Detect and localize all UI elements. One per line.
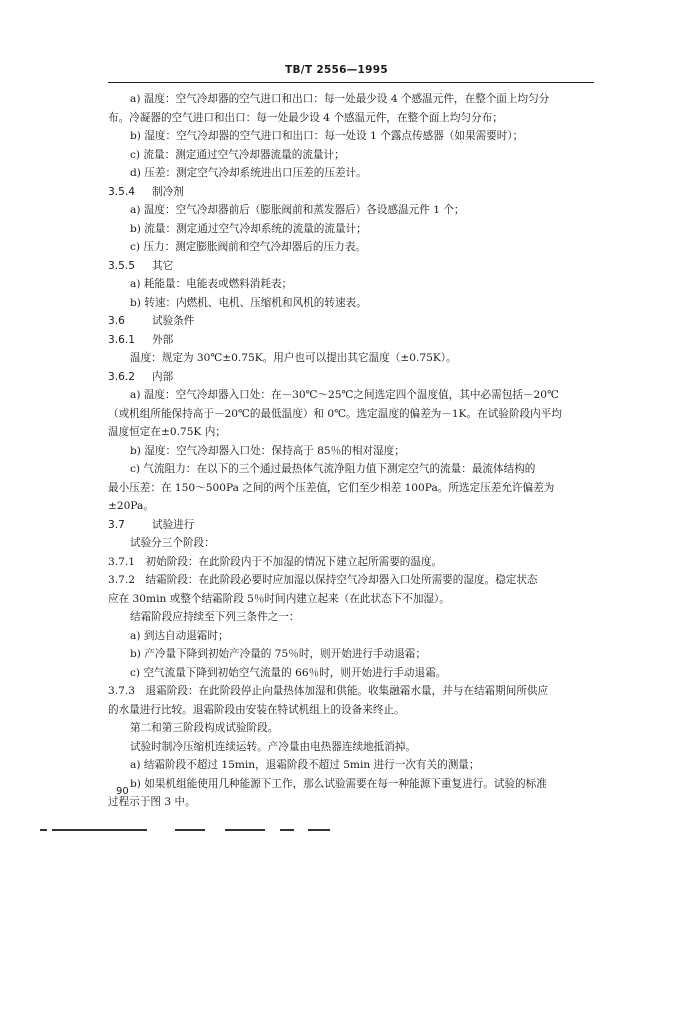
section-title: 试验条件: [152, 315, 195, 327]
text-line: 结霜阶段应持续至下列三条件之一：: [130, 611, 300, 623]
text-line: （或机组所能保持高于－20℃的最低温度）和 0℃。选定温度的偏差为－1K。在试验阶段内平均: [108, 407, 562, 420]
section-title: 试验进行: [152, 518, 195, 531]
text-line: ±20Pa。: [108, 500, 154, 512]
text-line: c) 空气流量下降到初始空气流量的 66％时，则开始进行手动退霜。: [130, 666, 447, 679]
text-line: b) 如果机组能使用几种能源下工作，那么试验需要在每一种能源下重复进行。试验的标准: [130, 777, 547, 790]
text-line: a) 到达自动退霜时；: [130, 629, 229, 642]
text-line: d) 压差：测定空气冷却系统进出口压差的压差计。: [130, 167, 367, 179]
text-line: 的水量进行比较。退霜阶段由安装在特试机组上的设备来终止。: [108, 703, 405, 716]
text-line: 温度恒定在±0.75K 内；: [108, 426, 226, 438]
section-number: 3.5.5: [108, 259, 135, 272]
text-line: b) 转速：内燃机、电机、压缩机和风机的转速表。: [130, 296, 367, 309]
section-title: 制冷剂: [152, 185, 184, 198]
text-line: 3.7.3 退霜阶段：在此阶段停止向量热体加湿和供能。收集融霜水量，并与在结霜期间所供应: [108, 685, 549, 697]
section-title: 外部: [152, 333, 174, 346]
section-heading: [108, 331, 600, 350]
text-line: c) 气流阻力：在以下的三个通过最热体气流净阻力值下测定空气的流量：最流体结构的: [130, 463, 536, 475]
section-heading: [108, 368, 600, 387]
section-heading: [108, 257, 600, 276]
section-heading: [108, 183, 600, 202]
text-line: a) 温度：空气冷却器入口处：在－30℃～25℃之间选定四个温度值，其中必需包括－20℃: [130, 389, 559, 401]
header-rule: [108, 82, 594, 83]
page-number: 90: [116, 786, 129, 797]
section-number: 3.6.1: [108, 333, 135, 346]
text-line: c) 压力：测定膨胀阀前和空气冷却器后的压力表。: [130, 241, 366, 253]
text-line: a) 耗能量：电能表或燃料消耗表；: [130, 278, 293, 290]
text-line: b) 湿度：空气冷却器入口处：保持高于 85％的相对湿度；: [130, 444, 405, 457]
text-line: 过程示于图 3 中。: [108, 796, 196, 808]
page-header: TB/T 2556—1995: [285, 64, 388, 76]
section-number: 3.5.4: [108, 185, 135, 198]
section-title: 内部: [152, 370, 174, 383]
text-line: 第二和第三阶段构成试验阶段。: [130, 722, 279, 734]
section-number: 3.6.2: [108, 370, 135, 383]
section-heading: [108, 516, 600, 535]
text-line: a) 温度：空气冷却器前后（膨胀阀前和蒸发器后）各设感温元件 1 个；: [130, 204, 465, 216]
section-number: 3.6: [108, 315, 125, 327]
text-line: b) 产冷量下降到初始产冷量的 75％时，则开始进行手动退霜；: [130, 648, 426, 660]
document-body: [108, 90, 600, 812]
text-line: 应在 30min 或整个结霜阶段 5％时间内建立起来（在此状态下不加湿）。: [108, 592, 450, 605]
section-title: 其它: [152, 259, 174, 272]
text-line: b) 流量：测定通过空气冷却系统的流量的流量计；: [130, 222, 367, 235]
section-heading: [108, 312, 600, 331]
text-line: 最小压差：在 150～500Pa 之间的两个压差值，它们至少相差 100Pa。所选定压差允许偏差为: [108, 481, 555, 494]
text-line: b) 湿度：空气冷却器的空气进口和出口：每一处设 1 个露点传感器（如果需要时）；: [130, 130, 524, 142]
text-line: 3.7.2 结霜阶段：在此阶段必要时应加湿以保持空气冷却器入口处所需要的湿度。稳定状态: [108, 574, 538, 586]
text-line: 3.7.1 初始阶段：在此阶段内于不加湿的情况下建立起所需要的温度。: [108, 555, 443, 568]
text-line: 试验分三个阶段：: [130, 537, 215, 549]
text-line: a) 温度：空气冷却器的空气进口和出口：每一处最少设 4 个感温元件，在整个面上均匀分: [130, 93, 550, 105]
text-line: 试验时制冷压缩机连续运转。产冷量由电热器连续地抵消掉。: [130, 740, 417, 753]
section-number: 3.7: [108, 518, 125, 531]
footer-rule: [40, 829, 350, 831]
text-line: 布。冷凝器的空气进口和出口：每一处最少设 4 个感温元件，在整个面上均匀分布；: [108, 111, 503, 124]
text-line: a) 结霜阶段不超过 15min，退霜阶段不超过 5min 进行一次有关的测量；: [130, 759, 480, 771]
text-line: c) 流量：测定通过空气冷却器流量的流量计；: [130, 148, 345, 161]
text-line: 温度：规定为 30℃±0.75K。用户也可以提出其它温度（±0.75K）。: [130, 352, 457, 364]
